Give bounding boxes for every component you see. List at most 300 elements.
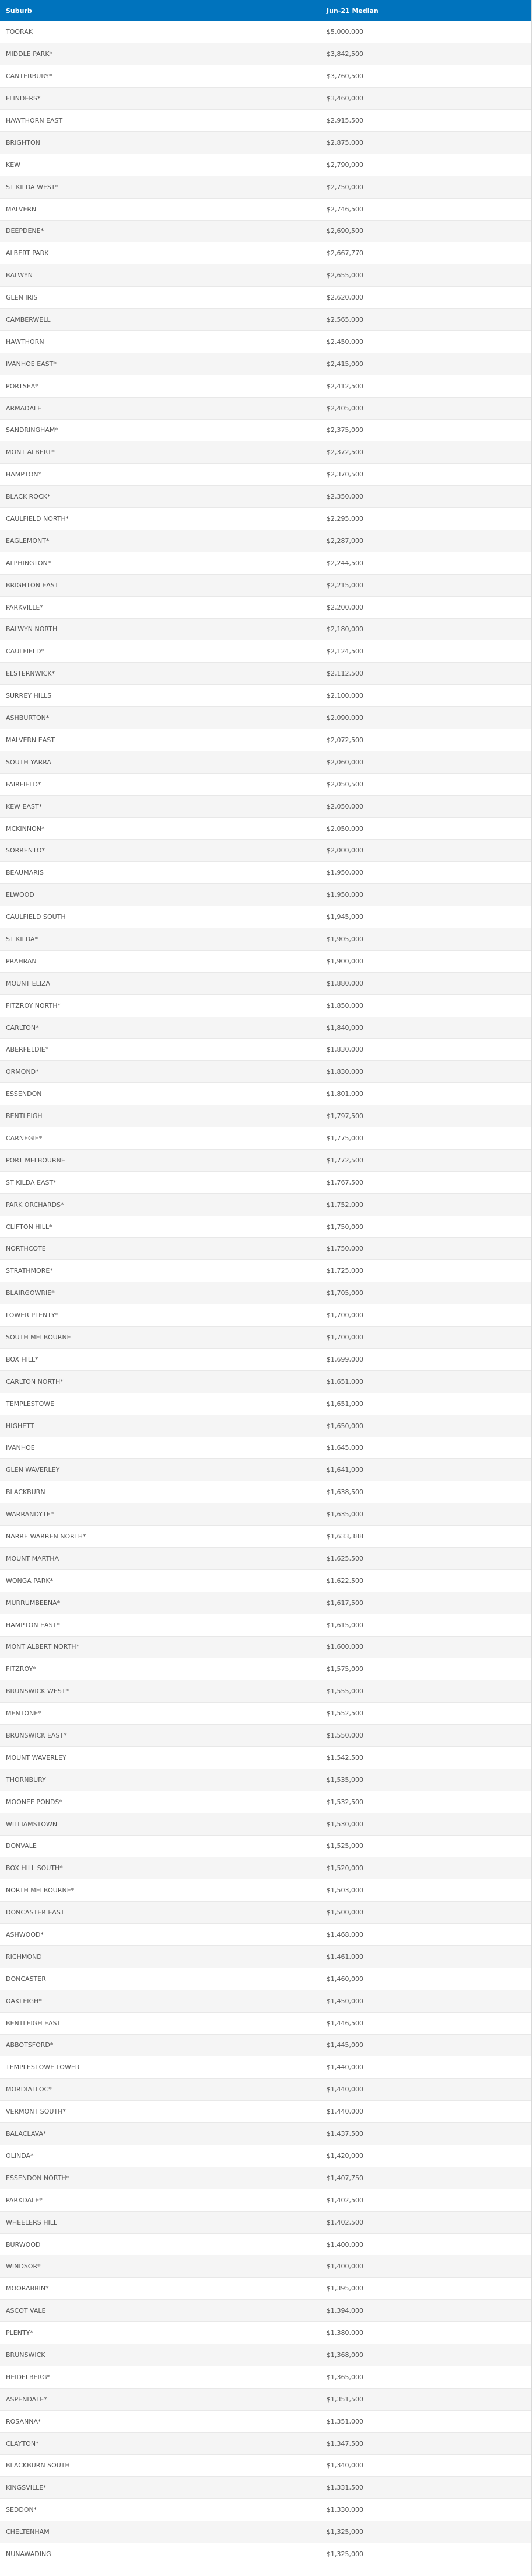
median-column-header[interactable]: Jun-21 Median xyxy=(327,6,379,15)
suburb-cell: ABERFELDIE* xyxy=(0,1039,321,1061)
suburb-cell: TOORAK xyxy=(0,21,321,43)
table-row xyxy=(0,1569,532,1592)
suburb-cell: PARKVILLE* xyxy=(0,596,321,618)
table-row xyxy=(0,751,532,773)
table-row xyxy=(0,464,532,486)
median-cell: $1,797,500 xyxy=(321,1105,532,1127)
median-cell: $1,625,500 xyxy=(321,1547,532,1569)
suburb-cell: ARMADALE xyxy=(0,397,321,419)
suburb-cell: MENTONE* xyxy=(0,1703,321,1725)
median-cell: $2,215,000 xyxy=(321,574,532,596)
table-row xyxy=(0,1813,532,1835)
median-cell: $1,700,000 xyxy=(321,1327,532,1349)
suburb-cell: CAMBERWELL xyxy=(0,309,321,331)
suburb-cell: MORDIALLOC* xyxy=(0,2079,321,2101)
suburb-cell: MOUNT ELIZA xyxy=(0,972,321,994)
table-row xyxy=(0,2432,532,2455)
suburb-cell: GLEN IRIS xyxy=(0,287,321,309)
median-cell: $1,400,000 xyxy=(321,2255,532,2278)
median-cell: $2,350,000 xyxy=(321,486,532,508)
median-cell: $1,440,000 xyxy=(321,2101,532,2123)
suburb-cell: THORNBURY xyxy=(0,1769,321,1791)
suburb-cell: NUNAWADING xyxy=(0,2543,321,2565)
median-cell: $1,880,000 xyxy=(321,972,532,994)
suburb-cell: GLEN WAVERLEY xyxy=(0,1459,321,1481)
suburb-cell: ST KILDA WEST* xyxy=(0,176,321,198)
table-row xyxy=(0,906,532,928)
table-row xyxy=(0,994,532,1017)
table-row xyxy=(0,1945,532,1968)
suburb-cell: CAULFIELD SOUTH xyxy=(0,906,321,928)
suburb-cell: BRIGHTON xyxy=(0,131,321,154)
median-cell: $1,368,000 xyxy=(321,2344,532,2366)
median-cell: $2,372,500 xyxy=(321,441,532,464)
table-row xyxy=(0,817,532,840)
suburb-cell: KINGSVILLE* xyxy=(0,2477,321,2499)
median-cell: $1,468,000 xyxy=(321,1924,532,1946)
median-cell: $1,460,000 xyxy=(321,1968,532,1990)
table-row xyxy=(0,1437,532,1459)
table-row xyxy=(0,2388,532,2410)
suburb-cell: TEMPLESTOWE LOWER xyxy=(0,2056,321,2079)
table-row xyxy=(0,486,532,508)
suburb-cell: ESSENDON NORTH* xyxy=(0,2167,321,2189)
median-cell: $3,460,000 xyxy=(321,88,532,110)
table-row xyxy=(0,21,532,43)
median-cell: $2,746,500 xyxy=(321,198,532,220)
median-cell: $3,842,500 xyxy=(321,43,532,65)
suburb-cell: BALWYN xyxy=(0,264,321,287)
median-cell: $1,394,000 xyxy=(321,2300,532,2322)
suburb-cell: SORRENTO* xyxy=(0,840,321,862)
suburb-cell: CAULFIELD NORTH* xyxy=(0,508,321,530)
median-cell: $2,050,000 xyxy=(321,817,532,840)
median-cell: $2,060,000 xyxy=(321,751,532,773)
median-cell: $1,535,000 xyxy=(321,1769,532,1791)
suburb-cell: HAWTHORN xyxy=(0,330,321,353)
suburb-cell: LOWER PLENTY* xyxy=(0,1304,321,1327)
suburb-cell: CLAYTON* xyxy=(0,2432,321,2455)
suburb-cell: SOUTH MELBOURNE xyxy=(0,1327,321,1349)
table-row xyxy=(0,972,532,994)
median-cell: $1,402,500 xyxy=(321,2211,532,2233)
table-row xyxy=(0,2079,532,2101)
median-cell: $5,000,000 xyxy=(321,21,532,43)
median-cell: $2,200,000 xyxy=(321,596,532,618)
median-cell: $1,325,000 xyxy=(321,2543,532,2565)
median-cell: $1,699,000 xyxy=(321,1348,532,1370)
table-row xyxy=(0,2233,532,2255)
median-cell: $2,180,000 xyxy=(321,618,532,640)
suburb-cell: BOX HILL* xyxy=(0,1348,321,1370)
table-row xyxy=(0,950,532,972)
suburb-cell: HAMPTON* xyxy=(0,464,321,486)
table-row xyxy=(0,596,532,618)
table-row xyxy=(0,1083,532,1105)
table-row xyxy=(0,663,532,685)
suburb-cell: BALWYN NORTH xyxy=(0,618,321,640)
suburb-cell: CAULFIELD* xyxy=(0,640,321,663)
suburb-cell: BENTLEIGH EAST xyxy=(0,2012,321,2034)
table-row xyxy=(0,574,532,596)
table-row xyxy=(0,287,532,309)
median-cell: $1,900,000 xyxy=(321,950,532,972)
table-row xyxy=(0,2255,532,2278)
suburb-cell: CLIFTON HILL* xyxy=(0,1216,321,1238)
suburb-cell: KEW EAST* xyxy=(0,795,321,817)
suburb-cell: NORTH MELBOURNE* xyxy=(0,1879,321,1902)
median-cell: $1,840,000 xyxy=(321,1017,532,1039)
median-cell: $1,651,000 xyxy=(321,1393,532,1415)
suburb-cell: MALVERN EAST xyxy=(0,729,321,751)
table-row xyxy=(0,1149,532,1171)
median-cell: $1,446,500 xyxy=(321,2012,532,2034)
table-row xyxy=(0,1636,532,1658)
median-cell: $2,620,000 xyxy=(321,287,532,309)
table-row xyxy=(0,1879,532,1902)
suburb-cell: PORTSEA* xyxy=(0,375,321,397)
table-row xyxy=(0,131,532,154)
suburb-cell: ASPENDALE* xyxy=(0,2388,321,2410)
suburb-cell: EAGLEMONT* xyxy=(0,530,321,552)
suburb-cell: IVANHOE xyxy=(0,1437,321,1459)
table-row xyxy=(0,88,532,110)
table-row xyxy=(0,1857,532,1879)
table-row xyxy=(0,1238,532,1260)
suburb-cell: MONT ALBERT NORTH* xyxy=(0,1636,321,1658)
table-row xyxy=(0,1105,532,1127)
table-row xyxy=(0,1061,532,1083)
suburb-cell: HEIDELBERG* xyxy=(0,2366,321,2388)
suburb-cell: MOUNT MARTHA xyxy=(0,1547,321,1569)
median-cell: $1,772,500 xyxy=(321,1149,532,1171)
table-row xyxy=(0,2056,532,2079)
median-cell: $1,615,000 xyxy=(321,1614,532,1636)
suburb-cell: IVANHOE EAST* xyxy=(0,353,321,375)
table-row xyxy=(0,2189,532,2211)
suburb-cell: BLAIRGOWRIE* xyxy=(0,1282,321,1304)
table-row xyxy=(0,1902,532,1924)
median-cell: $3,760,500 xyxy=(321,65,532,88)
table-row xyxy=(0,330,532,353)
suburb-cell: NORTHCOTE xyxy=(0,1238,321,1260)
suburb-cell: ESSENDON xyxy=(0,1083,321,1105)
table-row xyxy=(0,65,532,88)
suburb-cell: FITZROY NORTH* xyxy=(0,994,321,1017)
median-cell: $1,440,000 xyxy=(321,2079,532,2101)
suburb-cell: CARLTON NORTH* xyxy=(0,1370,321,1393)
median-cell: $1,750,000 xyxy=(321,1238,532,1260)
table-row xyxy=(0,176,532,198)
median-cell: $1,950,000 xyxy=(321,884,532,906)
median-cell: $2,295,000 xyxy=(321,508,532,530)
median-cell: $2,915,500 xyxy=(321,110,532,132)
table-row xyxy=(0,2322,532,2344)
median-cell: $1,750,000 xyxy=(321,1216,532,1238)
median-cell: $1,552,500 xyxy=(321,1703,532,1725)
median-cell: $2,287,000 xyxy=(321,530,532,552)
suburb-cell: ORMOND* xyxy=(0,1061,321,1083)
median-cell: $1,645,000 xyxy=(321,1437,532,1459)
table-row xyxy=(0,1835,532,1857)
median-cell: $1,365,000 xyxy=(321,2366,532,2388)
median-cell: $1,705,000 xyxy=(321,1282,532,1304)
table-row xyxy=(0,884,532,906)
median-cell: $1,575,000 xyxy=(321,1658,532,1680)
suburb-cell: OLINDA* xyxy=(0,2145,321,2167)
median-cell: $1,325,000 xyxy=(321,2521,532,2543)
suburb-cell: MOORABBIN* xyxy=(0,2278,321,2300)
suburb-cell: FITZROY* xyxy=(0,1658,321,1680)
table-row xyxy=(0,2499,532,2521)
median-cell: $2,565,000 xyxy=(321,309,532,331)
suburb-cell: ABBOTSFORD* xyxy=(0,2034,321,2056)
median-cell: $1,638,500 xyxy=(321,1481,532,1503)
suburb-cell: ALPHINGTON* xyxy=(0,552,321,574)
suburb-column-header[interactable]: Suburb xyxy=(6,6,32,15)
table-row xyxy=(0,2344,532,2366)
suburb-cell: BRUNSWICK WEST* xyxy=(0,1680,321,1703)
median-cell: $1,905,000 xyxy=(321,928,532,951)
suburb-cell: BEAUMARIS xyxy=(0,862,321,884)
median-cell: $1,450,000 xyxy=(321,1990,532,2012)
median-cell: $1,437,500 xyxy=(321,2123,532,2145)
table-row xyxy=(0,2167,532,2189)
median-cell: $2,090,000 xyxy=(321,707,532,729)
median-cell: $1,600,000 xyxy=(321,1636,532,1658)
suburb-cell: FAIRFIELD* xyxy=(0,773,321,795)
median-cell: $2,124,500 xyxy=(321,640,532,663)
suburb-cell: BENTLEIGH xyxy=(0,1105,321,1127)
table-row xyxy=(0,154,532,176)
suburb-cell: ELWOOD xyxy=(0,884,321,906)
table-row xyxy=(0,1703,532,1725)
suburb-cell: ST KILDA EAST* xyxy=(0,1171,321,1193)
table-row xyxy=(0,1503,532,1526)
median-cell: $2,655,000 xyxy=(321,264,532,287)
table-row xyxy=(0,530,532,552)
table-row xyxy=(0,729,532,751)
suburb-cell: ST KILDA* xyxy=(0,928,321,951)
table-row xyxy=(0,508,532,530)
table-row xyxy=(0,2477,532,2499)
table-row xyxy=(0,1171,532,1193)
suburb-cell: BLACKBURN xyxy=(0,1481,321,1503)
median-cell: $1,725,000 xyxy=(321,1260,532,1282)
median-cell: $2,370,500 xyxy=(321,464,532,486)
table-row xyxy=(0,264,532,287)
suburb-cell: DONCASTER xyxy=(0,1968,321,1990)
suburb-cell: ASCOT VALE xyxy=(0,2300,321,2322)
median-cell: $1,651,000 xyxy=(321,1370,532,1393)
median-cell: $1,700,000 xyxy=(321,1304,532,1327)
median-cell: $1,767,500 xyxy=(321,1171,532,1193)
table-row xyxy=(0,1216,532,1238)
table-row xyxy=(0,1680,532,1703)
median-cell: $1,445,000 xyxy=(321,2034,532,2056)
median-cell: $2,405,000 xyxy=(321,397,532,419)
table-row xyxy=(0,2455,532,2477)
suburb-cell: ALBERT PARK xyxy=(0,242,321,264)
median-cell: $1,351,000 xyxy=(321,2410,532,2432)
table-row xyxy=(0,1968,532,1990)
median-cell: $1,402,500 xyxy=(321,2189,532,2211)
median-cell: $1,617,500 xyxy=(321,1592,532,1614)
median-cell: $1,945,000 xyxy=(321,906,532,928)
suburb-cell: DEEPDENE* xyxy=(0,220,321,242)
table-row xyxy=(0,2366,532,2388)
median-cell: $1,500,000 xyxy=(321,1902,532,1924)
suburb-cell: MURRUMBEENA* xyxy=(0,1592,321,1614)
median-cell: $1,830,000 xyxy=(321,1061,532,1083)
suburb-cell: MOUNT WAVERLEY xyxy=(0,1746,321,1769)
table-row xyxy=(0,1658,532,1680)
suburb-cell: STRATHMORE* xyxy=(0,1260,321,1282)
suburb-cell: BALACLAVA* xyxy=(0,2123,321,2145)
median-cell: $1,622,500 xyxy=(321,1569,532,1592)
suburb-cell: WILLIAMSTOWN xyxy=(0,1813,321,1835)
median-cell: $1,407,750 xyxy=(321,2167,532,2189)
suburb-cell: BOX HILL SOUTH* xyxy=(0,1857,321,1879)
table-row xyxy=(0,707,532,729)
table-row xyxy=(0,1370,532,1393)
median-cell: $1,830,000 xyxy=(321,1039,532,1061)
median-cell: $2,750,000 xyxy=(321,176,532,198)
median-cell: $1,555,000 xyxy=(321,1680,532,1703)
table-row xyxy=(0,1725,532,1747)
median-cell: $1,775,000 xyxy=(321,1127,532,1150)
median-cell: $2,415,000 xyxy=(321,353,532,375)
suburb-cell: SEDDON* xyxy=(0,2499,321,2521)
table-row xyxy=(0,309,532,331)
median-cell: $2,790,000 xyxy=(321,154,532,176)
median-cell: $2,112,500 xyxy=(321,663,532,685)
suburb-cell: CANTERBURY* xyxy=(0,65,321,88)
table-row xyxy=(0,2543,532,2565)
table-row xyxy=(0,2034,532,2056)
suburb-cell: DONCASTER EAST xyxy=(0,1902,321,1924)
median-cell: $1,420,000 xyxy=(321,2145,532,2167)
suburb-cell: BLACKBURN SOUTH xyxy=(0,2455,321,2477)
header-row xyxy=(0,0,532,21)
suburb-cell: ASHWOOD* xyxy=(0,1924,321,1946)
table-row xyxy=(0,1990,532,2012)
suburb-cell: PARKDALE* xyxy=(0,2189,321,2211)
suburb-cell: FLINDERS* xyxy=(0,88,321,110)
suburb-cell: SANDRINGHAM* xyxy=(0,419,321,441)
table-row xyxy=(0,2145,532,2167)
table-row xyxy=(0,1282,532,1304)
table-row xyxy=(0,375,532,397)
suburb-cell: PRAHRAN xyxy=(0,950,321,972)
median-cell: $1,503,000 xyxy=(321,1879,532,1902)
table-row xyxy=(0,242,532,264)
median-cell: $2,450,000 xyxy=(321,330,532,353)
table-row xyxy=(0,2410,532,2432)
table-row xyxy=(0,1791,532,1813)
suburb-cell: CARLTON* xyxy=(0,1017,321,1039)
table-row xyxy=(0,618,532,640)
suburb-cell: PARK ORCHARDS* xyxy=(0,1193,321,1216)
median-cell: $2,375,000 xyxy=(321,419,532,441)
suburb-cell: BRUNSWICK xyxy=(0,2344,321,2366)
median-cell: $1,400,000 xyxy=(321,2233,532,2255)
suburb-cell: PLENTY* xyxy=(0,2322,321,2344)
suburb-cell: DONVALE xyxy=(0,1835,321,1857)
table-row xyxy=(0,1260,532,1282)
median-cell: $1,532,500 xyxy=(321,1791,532,1813)
suburb-cell: HAMPTON EAST* xyxy=(0,1614,321,1636)
median-cell: $1,395,000 xyxy=(321,2278,532,2300)
median-cell: $2,050,500 xyxy=(321,773,532,795)
table-row xyxy=(0,1039,532,1061)
suburb-cell: HIGHETT xyxy=(0,1415,321,1437)
median-cell: $1,752,000 xyxy=(321,1193,532,1216)
suburb-cell: MOONEE PONDS* xyxy=(0,1791,321,1813)
table-row xyxy=(0,795,532,817)
median-cell: $1,330,000 xyxy=(321,2499,532,2521)
table-row xyxy=(0,2300,532,2322)
table-row xyxy=(0,43,532,65)
median-cell: $1,520,000 xyxy=(321,1857,532,1879)
table-row xyxy=(0,1481,532,1503)
table-row xyxy=(0,1746,532,1769)
table-row xyxy=(0,1127,532,1150)
table-row xyxy=(0,2012,532,2034)
median-cell: $1,440,000 xyxy=(321,2056,532,2079)
median-cell: $1,850,000 xyxy=(321,994,532,1017)
median-cell: $1,461,000 xyxy=(321,1945,532,1968)
median-cell: $1,380,000 xyxy=(321,2322,532,2344)
table-row xyxy=(0,397,532,419)
suburb-cell: KEW xyxy=(0,154,321,176)
suburb-cell: WARRANDYTE* xyxy=(0,1503,321,1526)
table-row xyxy=(0,2123,532,2145)
table-row xyxy=(0,685,532,707)
suburb-cell: TEMPLESTOWE xyxy=(0,1393,321,1415)
suburb-cell: ROSANNA* xyxy=(0,2410,321,2432)
median-cell: $1,801,000 xyxy=(321,1083,532,1105)
table-row xyxy=(0,2211,532,2233)
median-cell: $1,525,000 xyxy=(321,1835,532,1857)
table-row xyxy=(0,353,532,375)
table-row xyxy=(0,441,532,464)
median-cell: $1,550,000 xyxy=(321,1725,532,1747)
table-row xyxy=(0,1769,532,1791)
table-row xyxy=(0,220,532,242)
table-row xyxy=(0,2101,532,2123)
table-row xyxy=(0,1348,532,1370)
suburb-cell: BLACK ROCK* xyxy=(0,486,321,508)
median-cell: $2,000,000 xyxy=(321,840,532,862)
table-row xyxy=(0,1393,532,1415)
median-cell: $1,347,500 xyxy=(321,2432,532,2455)
suburb-cell: BRUNSWICK EAST* xyxy=(0,1725,321,1747)
table-row xyxy=(0,773,532,795)
median-cell: $2,050,000 xyxy=(321,795,532,817)
table-row xyxy=(0,1193,532,1216)
suburb-cell: MCKINNON* xyxy=(0,817,321,840)
table-row xyxy=(0,552,532,574)
table-row xyxy=(0,928,532,951)
table-row xyxy=(0,2278,532,2300)
median-cell: $1,331,500 xyxy=(321,2477,532,2499)
suburb-cell: ELSTERNWICK* xyxy=(0,663,321,685)
suburb-cell: NARRE WARREN NORTH* xyxy=(0,1526,321,1548)
suburb-cell: WINDSOR* xyxy=(0,2255,321,2278)
table-row xyxy=(0,2521,532,2543)
suburb-cell: PORT MELBOURNE xyxy=(0,1149,321,1171)
